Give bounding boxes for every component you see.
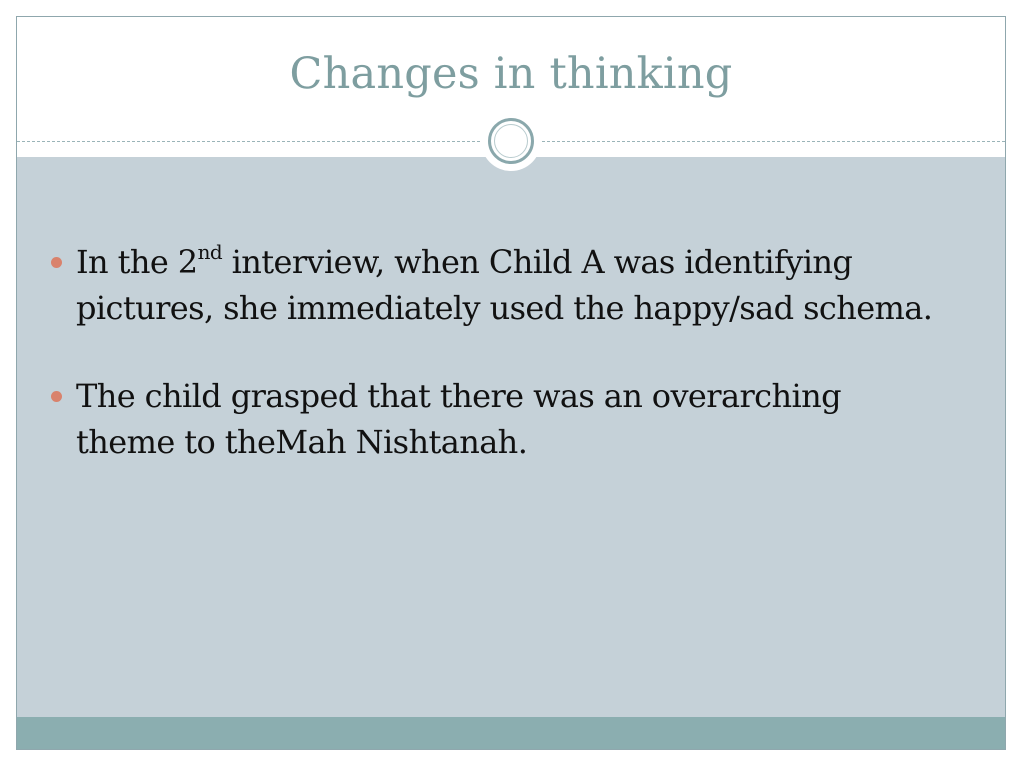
ordinal-suffix: nd (197, 240, 223, 264)
bullet-text-start: In the 2 (76, 243, 198, 281)
slide-title: Changes in thinking (289, 49, 733, 99)
ornament-inner-ring-icon (494, 124, 528, 158)
bullet-text-end: interview, when Child A was identifying pictures, she immediately used the happy/sad schema. (76, 243, 933, 327)
ornament-ring-icon (488, 118, 534, 164)
bullet-icon (51, 391, 62, 402)
bullet-text: The child grasped that there was an overarching theme to theMah Nishtanah. (76, 377, 842, 461)
circle-ornament-icon (481, 111, 541, 171)
bullet-icon (51, 257, 62, 268)
slide (16, 16, 1006, 750)
bullet-item-theme (47, 373, 947, 465)
bullet-list (47, 239, 947, 507)
footer-bar (17, 717, 1005, 750)
bullet-item-interview (47, 239, 947, 331)
